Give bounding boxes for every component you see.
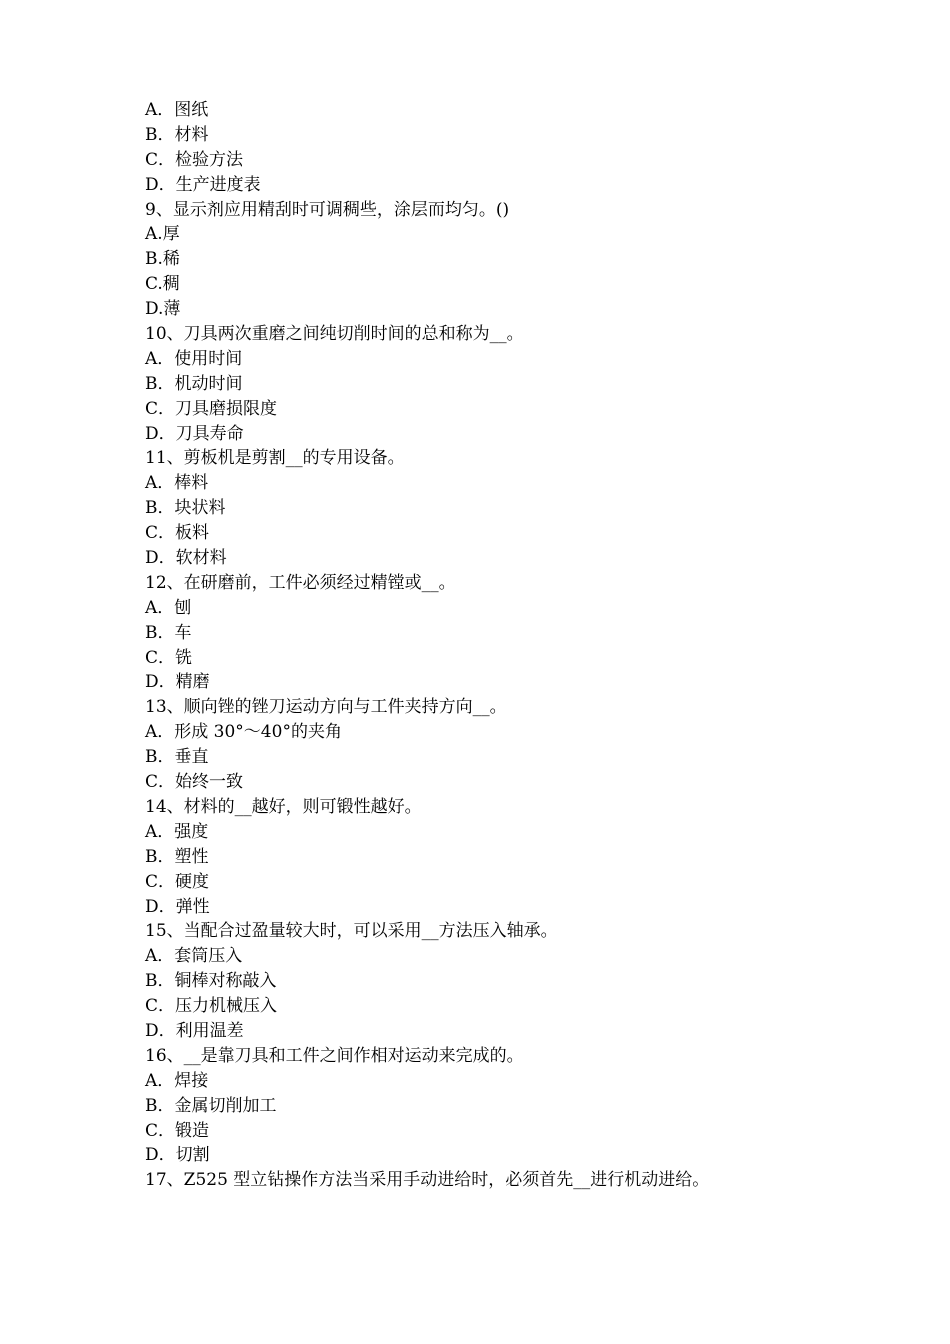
option-line: A．形成 30°～40°的夹角 xyxy=(145,722,342,743)
option-line: C．锻造 xyxy=(145,1120,210,1141)
option-line: A．套筒压入 xyxy=(145,946,243,967)
option-line: B．塑性 xyxy=(145,846,209,867)
option-line: C．刀具磨损限度 xyxy=(145,398,278,419)
option-line: D．切割 xyxy=(145,1145,210,1166)
option-line: D．软材料 xyxy=(145,548,227,569)
option-line: A．焊接 xyxy=(145,1070,209,1091)
document-page xyxy=(145,98,845,1193)
option-line: B．块状料 xyxy=(145,498,226,519)
option-line: B．铜棒对称敲入 xyxy=(145,971,277,992)
option-line: A．图纸 xyxy=(145,100,209,120)
question-10: 10、刀具两次重磨之间纯切削时间的总和称为__。 xyxy=(145,324,524,345)
question-17: 17、Z525 型立钻操作方法当采用手动进给时，必须首先__进行机动进给。 xyxy=(145,1170,710,1191)
option-line: B．车 xyxy=(145,622,192,643)
question-11: 11、剪板机是剪割__的专用设备。 xyxy=(145,448,405,469)
option-line: D．利用温差 xyxy=(145,1020,244,1041)
option-line: A．强度 xyxy=(145,821,209,842)
option-line: B．垂直 xyxy=(145,747,209,768)
question-15: 15、当配合过盈量较大时，可以采用__方法压入轴承。 xyxy=(145,921,558,942)
option-line: C．板料 xyxy=(145,523,210,544)
option-line: D．生产进度表 xyxy=(145,174,261,195)
option-line: A．刨 xyxy=(145,597,192,618)
option-line: C．始终一致 xyxy=(145,772,244,793)
option-line: B．材料 xyxy=(145,124,209,145)
question-16: 16、__是靠刀具和工件之间作相对运动来完成的。 xyxy=(145,1045,524,1066)
option-line: B．金属切削加工 xyxy=(145,1095,277,1116)
question-14: 14、材料的__越好，则可锻性越好。 xyxy=(145,796,422,817)
option-line: D．弹性 xyxy=(145,896,210,917)
question-9: 9、显示剂应用精刮时可调稠些，涂层而均匀。() xyxy=(145,199,510,220)
option-line: C．硬度 xyxy=(145,871,210,892)
option-line: C．检验方法 xyxy=(145,149,244,170)
option-line: C．铣 xyxy=(145,647,193,668)
option-line: B．机动时间 xyxy=(145,373,243,394)
question-13: 13、顺向锉的锉刀运动方向与工件夹持方向__。 xyxy=(145,697,507,718)
option-line: C.稠 xyxy=(145,274,180,295)
option-line: B.稀 xyxy=(145,249,180,270)
option-line: A.厚 xyxy=(145,224,180,245)
option-line: D．刀具寿命 xyxy=(145,423,244,444)
option-line: C．压力机械压入 xyxy=(145,996,278,1017)
question-12: 12、在研磨前，工件必须经过精镗或__。 xyxy=(145,572,456,593)
option-line: A．使用时间 xyxy=(145,348,243,369)
option-line: D．精磨 xyxy=(145,672,210,693)
option-line: A．棒料 xyxy=(145,473,209,494)
option-line: D.薄 xyxy=(145,299,181,320)
